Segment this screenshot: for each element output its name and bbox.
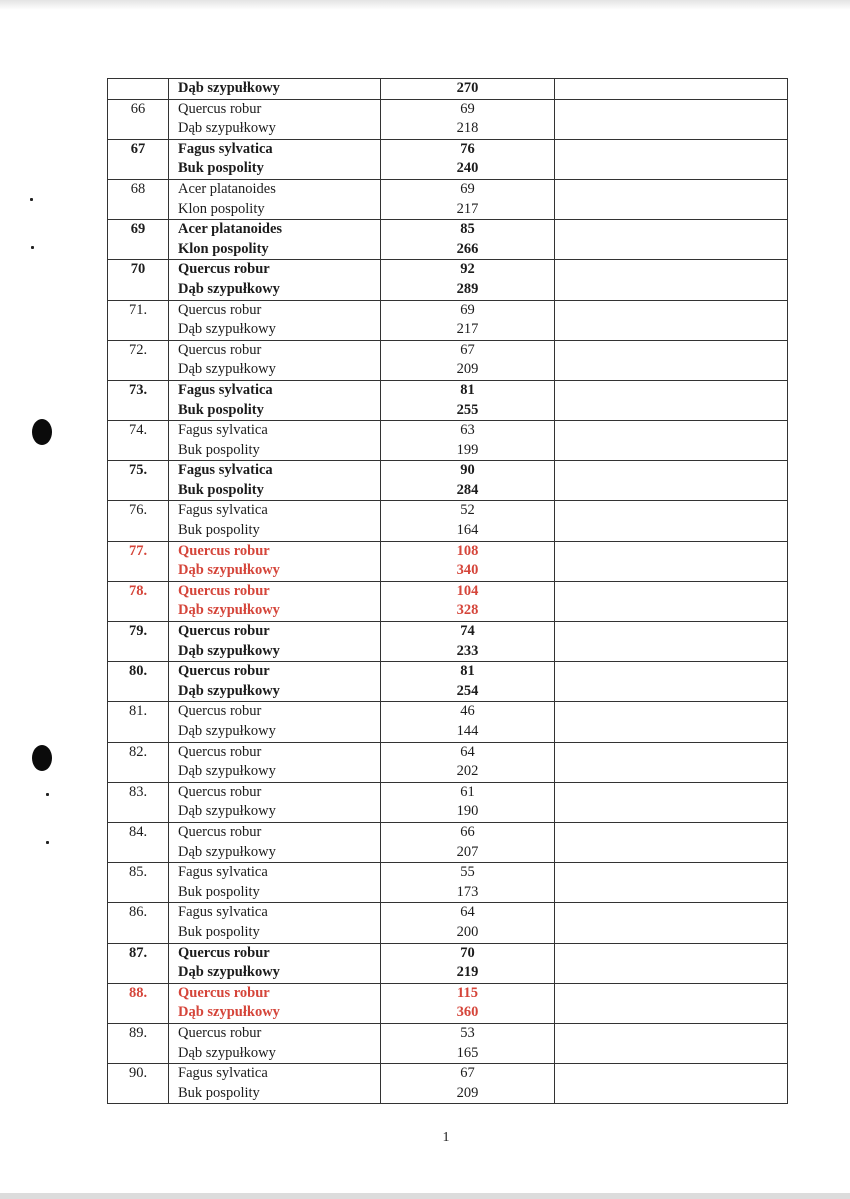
measurement-value-2: 199 bbox=[456, 441, 479, 458]
notes-cell bbox=[555, 622, 788, 662]
row-number: 89. bbox=[128, 1024, 148, 1041]
row-number-cell bbox=[108, 139, 169, 179]
notes-cell bbox=[555, 903, 788, 943]
row-number-cell bbox=[108, 742, 169, 782]
row-number: 82. bbox=[128, 743, 148, 760]
row-number-cell bbox=[108, 903, 169, 943]
measurement-value-1: 69 bbox=[460, 301, 475, 318]
table-row bbox=[108, 782, 788, 822]
row-number-cell bbox=[108, 622, 169, 662]
table-row bbox=[108, 1064, 788, 1104]
measurement-cell bbox=[381, 220, 555, 260]
measurement-cell bbox=[381, 983, 555, 1023]
species-name-cell bbox=[169, 461, 381, 501]
latin-name: Acer platanoides bbox=[178, 221, 283, 238]
row-number: 81. bbox=[128, 703, 148, 720]
measurement-value-2: 173 bbox=[456, 883, 479, 900]
latin-name: Quercus robur bbox=[178, 1024, 262, 1041]
notes-cell bbox=[555, 380, 788, 420]
row-number-cell bbox=[108, 99, 169, 139]
measurement-cell bbox=[381, 702, 555, 742]
measurement-cell bbox=[381, 79, 555, 100]
measurement-value-1: 85 bbox=[460, 221, 475, 238]
table-row bbox=[108, 622, 788, 662]
measurement-cell bbox=[381, 461, 555, 501]
row-number-cell bbox=[108, 340, 169, 380]
notes-cell bbox=[555, 943, 788, 983]
latin-name: Quercus robur bbox=[178, 582, 270, 599]
row-number: 71. bbox=[128, 301, 148, 318]
notes-cell bbox=[555, 179, 788, 219]
latin-name: Quercus robur bbox=[178, 944, 270, 961]
measurement-value-1: 90 bbox=[460, 462, 475, 479]
measurement-value-1: 67 bbox=[460, 341, 475, 358]
common-name: Dąb szypułkowy bbox=[178, 562, 280, 579]
row-number-cell bbox=[108, 822, 169, 862]
notes-cell bbox=[555, 340, 788, 380]
row-number-cell bbox=[108, 1064, 169, 1104]
measurement-value-1: 74 bbox=[460, 623, 475, 640]
common-name: Dąb szypułkowy bbox=[178, 964, 280, 981]
common-name: Buk pospolity bbox=[178, 441, 260, 458]
species-name-cell bbox=[169, 782, 381, 822]
row-number: 87. bbox=[128, 944, 148, 961]
common-name: Buk pospolity bbox=[178, 923, 260, 940]
species-name-cell bbox=[169, 99, 381, 139]
notes-cell bbox=[555, 1064, 788, 1104]
common-name: Buk pospolity bbox=[178, 522, 260, 539]
notes-cell bbox=[555, 79, 788, 100]
measurement-cell bbox=[381, 1064, 555, 1104]
tree-inventory-table bbox=[107, 78, 788, 1104]
row-number-cell bbox=[108, 863, 169, 903]
latin-name: Quercus robur bbox=[178, 823, 262, 840]
notes-cell bbox=[555, 260, 788, 300]
common-name: Buk pospolity bbox=[178, 401, 264, 418]
scan-speck bbox=[46, 793, 49, 796]
measurement-value-1: 64 bbox=[460, 743, 475, 760]
table-row bbox=[108, 903, 788, 943]
measurement-value-2: 266 bbox=[456, 240, 479, 257]
measurement-cell bbox=[381, 139, 555, 179]
measurement-cell bbox=[381, 421, 555, 461]
notes-cell bbox=[555, 139, 788, 179]
measurement-value-2: 328 bbox=[456, 602, 479, 619]
measurement-value-2: 217 bbox=[456, 321, 479, 338]
measurement-cell bbox=[381, 340, 555, 380]
row-number-cell bbox=[108, 461, 169, 501]
table-row-continued bbox=[108, 79, 788, 100]
table-row bbox=[108, 300, 788, 340]
latin-name: Quercus robur bbox=[178, 984, 270, 1001]
notes-cell bbox=[555, 742, 788, 782]
measurement-value-2: 207 bbox=[456, 843, 479, 860]
table-row bbox=[108, 461, 788, 501]
row-number: 76. bbox=[128, 502, 148, 519]
species-name-cell bbox=[169, 300, 381, 340]
latin-name: Quercus robur bbox=[178, 100, 262, 117]
common-name: Dąb szypułkowy bbox=[178, 321, 276, 338]
measurement-value-1: 81 bbox=[460, 663, 475, 680]
measurement-value-1: 46 bbox=[460, 703, 475, 720]
measurement-value-2: 144 bbox=[456, 723, 479, 739]
measurement-value-1: 63 bbox=[460, 422, 475, 439]
species-name-cell bbox=[169, 863, 381, 903]
measurement-cell bbox=[381, 541, 555, 581]
latin-name: Fagus sylvatica bbox=[178, 864, 268, 881]
row-number-cell bbox=[108, 260, 169, 300]
table-row bbox=[108, 581, 788, 621]
common-name: Dąb szypułkowy bbox=[178, 642, 280, 659]
scan-shadow-top bbox=[0, 0, 850, 10]
measurement-value-2: 190 bbox=[456, 803, 479, 820]
punch-hole bbox=[32, 745, 52, 771]
measurement-value-1: 52 bbox=[460, 502, 475, 519]
measurement-value-2: 255 bbox=[456, 401, 479, 418]
measurement-value-1: 55 bbox=[460, 864, 475, 881]
species-name-cell bbox=[169, 260, 381, 300]
row-number: 69 bbox=[130, 221, 146, 238]
row-number-cell bbox=[108, 702, 169, 742]
common-name: Dąb szypułkowy bbox=[178, 120, 276, 137]
species-name-cell bbox=[169, 662, 381, 702]
latin-name: Acer platanoides bbox=[178, 180, 276, 197]
species-name-cell bbox=[169, 702, 381, 742]
latin-name: Quercus robur bbox=[178, 663, 270, 680]
notes-cell bbox=[555, 99, 788, 139]
table-row bbox=[108, 179, 788, 219]
species-name-cell bbox=[169, 742, 381, 782]
table-row bbox=[108, 541, 788, 581]
common-name: Dąb szypułkowy bbox=[178, 803, 276, 820]
latin-name: Quercus robur bbox=[178, 341, 262, 358]
species-name-cell bbox=[169, 139, 381, 179]
common-name: Dąb szypułkowy bbox=[178, 1044, 276, 1061]
notes-cell bbox=[555, 782, 788, 822]
measurement-value-1: 76 bbox=[460, 140, 475, 157]
measurement-value-1: 53 bbox=[460, 1024, 475, 1041]
latin-name: Quercus robur bbox=[178, 542, 270, 559]
common-name: Dąb szypułkowy bbox=[178, 1004, 280, 1021]
species-name-cell bbox=[169, 822, 381, 862]
notes-cell bbox=[555, 461, 788, 501]
species-name-cell bbox=[169, 943, 381, 983]
measurement-cell bbox=[381, 581, 555, 621]
notes-cell bbox=[555, 662, 788, 702]
measurement-value-2: 254 bbox=[456, 682, 479, 699]
species-name-cell bbox=[169, 903, 381, 943]
table-row bbox=[108, 260, 788, 300]
latin-name: Fagus sylvatica bbox=[178, 904, 268, 921]
common-name: Dąb szypułkowy bbox=[178, 843, 276, 860]
measurement-cell bbox=[381, 622, 555, 662]
latin-name: Quercus robur bbox=[178, 743, 262, 760]
measurement-value-2: 164 bbox=[456, 522, 479, 539]
measurement-value-1: 104 bbox=[456, 582, 479, 599]
common-name: Klon pospolity bbox=[178, 240, 269, 257]
notes-cell bbox=[555, 983, 788, 1023]
row-number-cell bbox=[108, 421, 169, 461]
row-number: 86. bbox=[128, 904, 148, 921]
notes-cell bbox=[555, 501, 788, 541]
table-row bbox=[108, 983, 788, 1023]
latin-name: Quercus robur bbox=[178, 623, 270, 640]
measurement-value-1: 108 bbox=[456, 542, 479, 559]
row-number-cell bbox=[108, 943, 169, 983]
measurement-value-2: 340 bbox=[456, 562, 479, 579]
notes-cell bbox=[555, 702, 788, 742]
row-number-cell bbox=[108, 541, 169, 581]
measurement-value-2: 202 bbox=[456, 763, 479, 780]
measurement-value-1: 61 bbox=[460, 783, 475, 800]
table-row bbox=[108, 501, 788, 541]
table-row bbox=[108, 662, 788, 702]
row-number-cell bbox=[108, 220, 169, 260]
common-name: Buk pospolity bbox=[178, 481, 264, 498]
common-name: Klon pospolity bbox=[178, 200, 265, 217]
row-number: 74. bbox=[128, 422, 148, 439]
scan-speck bbox=[30, 198, 33, 201]
common-name: Dąb szypułkowy bbox=[178, 602, 280, 619]
latin-name: Fagus sylvatica bbox=[178, 422, 268, 439]
row-number-cell bbox=[108, 300, 169, 340]
measurement-value-1: 69 bbox=[460, 180, 475, 197]
row-number: 73. bbox=[128, 381, 148, 398]
table-row bbox=[108, 99, 788, 139]
species-name-cell bbox=[169, 179, 381, 219]
measurement-value-2: 209 bbox=[456, 1084, 479, 1101]
common-name: Dąb szypułkowy bbox=[178, 361, 276, 378]
scan-shadow-bottom bbox=[0, 1193, 850, 1199]
latin-name: Fagus sylvatica bbox=[178, 381, 273, 398]
measurement-value-2: 200 bbox=[456, 923, 479, 940]
measurement-value-1: 70 bbox=[460, 944, 475, 961]
common-name: Dąb szypułkowy bbox=[178, 280, 280, 297]
measurement-cell bbox=[381, 501, 555, 541]
table-row bbox=[108, 340, 788, 380]
table-row bbox=[108, 943, 788, 983]
common-name: Buk pospolity bbox=[178, 160, 264, 177]
common-name: Dąb szypułkowy bbox=[178, 763, 276, 780]
latin-name: Fagus sylvatica bbox=[178, 502, 268, 519]
row-number: 67 bbox=[130, 140, 146, 157]
notes-cell bbox=[555, 300, 788, 340]
notes-cell bbox=[555, 421, 788, 461]
latin-name: Fagus sylvatica bbox=[178, 462, 273, 479]
table-row bbox=[108, 421, 788, 461]
measurement-value-1: 81 bbox=[460, 381, 475, 398]
measurement-cell bbox=[381, 179, 555, 219]
measurement-value-2: 217 bbox=[456, 200, 479, 217]
row-number: 83. bbox=[128, 783, 148, 800]
row-number-cell bbox=[108, 380, 169, 420]
measurement-value-2: 240 bbox=[456, 160, 479, 177]
row-number: 90. bbox=[128, 1065, 148, 1082]
row-number-cell bbox=[108, 581, 169, 621]
species-name-cell bbox=[169, 340, 381, 380]
table-body bbox=[108, 79, 788, 1104]
species-name-cell bbox=[169, 380, 381, 420]
latin-name: Quercus robur bbox=[178, 261, 270, 278]
species-name-cell bbox=[169, 501, 381, 541]
notes-cell bbox=[555, 581, 788, 621]
latin-name: Fagus sylvatica bbox=[178, 140, 273, 157]
common-name: Buk pospolity bbox=[178, 883, 260, 900]
row-number: 78. bbox=[128, 582, 148, 599]
table-row bbox=[108, 702, 788, 742]
measurement-cell bbox=[381, 380, 555, 420]
table-row bbox=[108, 139, 788, 179]
species-name-cell bbox=[169, 220, 381, 260]
species-name-cell bbox=[169, 1023, 381, 1063]
notes-cell bbox=[555, 863, 788, 903]
common-name: Dąb szypułkowy bbox=[178, 682, 280, 699]
species-name-cell bbox=[169, 622, 381, 662]
row-number-cell bbox=[108, 501, 169, 541]
notes-cell bbox=[555, 220, 788, 260]
measurement-value-2: 233 bbox=[456, 642, 479, 659]
table-row bbox=[108, 1023, 788, 1063]
row-number: 75. bbox=[128, 462, 148, 479]
measurement-cell bbox=[381, 863, 555, 903]
species-name-cell bbox=[169, 581, 381, 621]
measurement-value-2: 219 bbox=[456, 964, 479, 981]
table-row bbox=[108, 742, 788, 782]
measurement-cell bbox=[381, 742, 555, 782]
latin-name: Fagus sylvatica bbox=[178, 1065, 268, 1082]
row-number: 77. bbox=[128, 542, 148, 559]
row-number: 85. bbox=[128, 864, 148, 881]
measurement-value-1: 92 bbox=[460, 261, 475, 278]
measurement-value-1: 66 bbox=[460, 823, 475, 840]
common-name: Dąb szypułkowy bbox=[178, 80, 280, 96]
measurement-value: 270 bbox=[456, 80, 479, 96]
measurement-value-1: 115 bbox=[457, 984, 478, 1001]
measurement-value-2: 218 bbox=[456, 120, 479, 137]
measurement-value-1: 64 bbox=[460, 904, 475, 921]
latin-name: Quercus robur bbox=[178, 301, 262, 318]
notes-cell bbox=[555, 822, 788, 862]
species-name-cell bbox=[169, 541, 381, 581]
common-name: Dąb szypułkowy bbox=[178, 723, 276, 739]
measurement-value-2: 289 bbox=[456, 280, 479, 297]
row-number-cell bbox=[108, 983, 169, 1023]
row-number: 68 bbox=[130, 180, 146, 197]
table-row bbox=[108, 822, 788, 862]
row-number-cell bbox=[108, 662, 169, 702]
species-name-cell bbox=[169, 421, 381, 461]
notes-cell bbox=[555, 1023, 788, 1063]
punch-hole bbox=[32, 419, 52, 445]
measurement-cell bbox=[381, 662, 555, 702]
row-number: 79. bbox=[128, 623, 148, 640]
common-name: Buk pospolity bbox=[178, 1084, 260, 1101]
row-number-cell bbox=[108, 179, 169, 219]
row-number: 80. bbox=[128, 663, 148, 680]
page-number: 1 bbox=[442, 1130, 450, 1145]
measurement-cell bbox=[381, 300, 555, 340]
measurement-value-2: 284 bbox=[456, 481, 479, 498]
table-row bbox=[108, 220, 788, 260]
measurement-cell bbox=[381, 260, 555, 300]
measurement-cell bbox=[381, 1023, 555, 1063]
measurement-value-2: 360 bbox=[456, 1004, 479, 1021]
row-number: 66 bbox=[130, 100, 146, 117]
row-number: 84. bbox=[128, 823, 148, 840]
row-number: 72. bbox=[128, 341, 148, 358]
species-name-cell bbox=[169, 79, 381, 100]
measurement-cell bbox=[381, 99, 555, 139]
measurement-cell bbox=[381, 943, 555, 983]
measurement-value-1: 67 bbox=[460, 1065, 475, 1082]
table-row bbox=[108, 863, 788, 903]
scan-speck bbox=[31, 246, 34, 249]
latin-name: Quercus robur bbox=[178, 783, 262, 800]
scan-speck bbox=[46, 841, 49, 844]
row-number-cell bbox=[108, 782, 169, 822]
row-number: 70 bbox=[130, 261, 146, 278]
species-name-cell bbox=[169, 1064, 381, 1104]
latin-name: Quercus robur bbox=[178, 703, 262, 720]
measurement-value-2: 209 bbox=[456, 361, 479, 378]
measurement-cell bbox=[381, 903, 555, 943]
table-row bbox=[108, 380, 788, 420]
measurement-cell bbox=[381, 822, 555, 862]
row-number: 88. bbox=[128, 984, 148, 1001]
measurement-value-2: 165 bbox=[456, 1044, 479, 1061]
species-name-cell bbox=[169, 983, 381, 1023]
row-number-cell bbox=[108, 1023, 169, 1063]
notes-cell bbox=[555, 541, 788, 581]
row-number-cell bbox=[108, 79, 169, 100]
measurement-cell bbox=[381, 782, 555, 822]
measurement-value-1: 69 bbox=[460, 100, 475, 117]
